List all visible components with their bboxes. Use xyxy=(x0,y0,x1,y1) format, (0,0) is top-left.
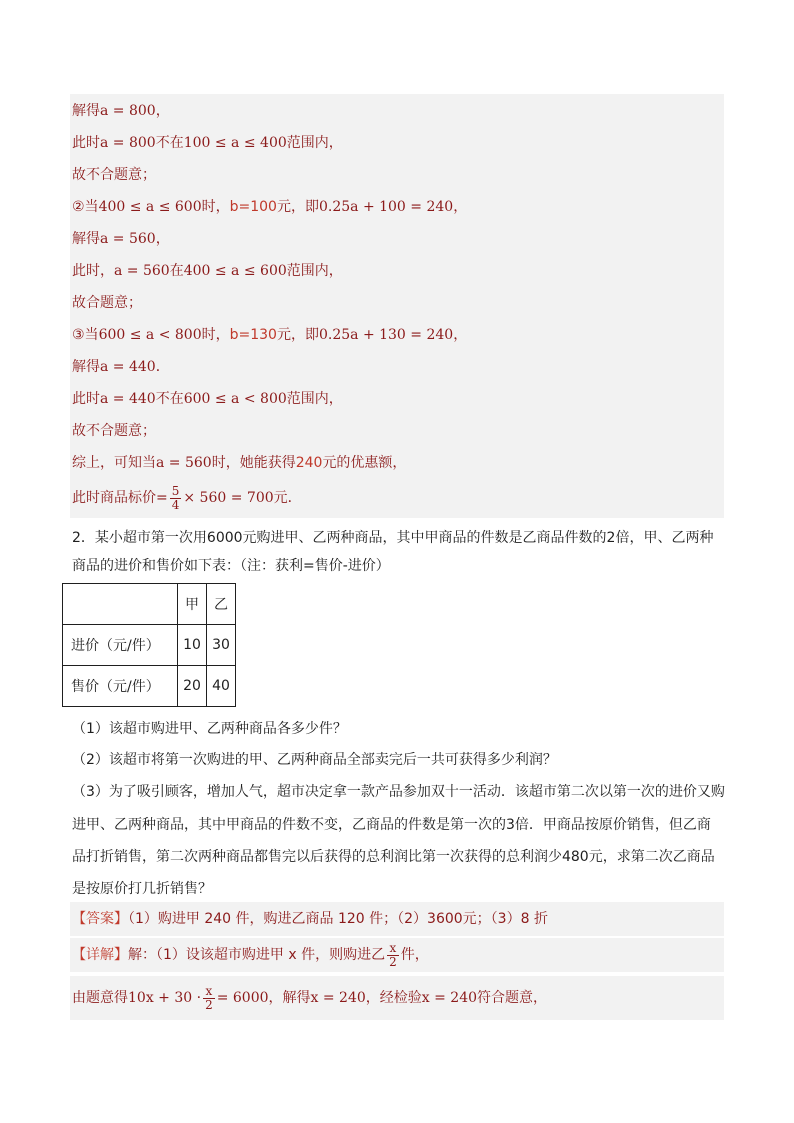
table-cell: 40 xyxy=(207,666,236,707)
solution-line-10: 此时a = 440不在600 ≤ a < 800范围内， xyxy=(72,391,343,407)
price-table xyxy=(62,583,236,707)
solution-line-1: 解得a = 800， xyxy=(72,103,170,119)
subquestion-3-line-2: 进甲、乙两种商品，其中甲商品的件数不变，乙商品的件数是第一次的3倍．甲商品按原价销售，但乙商 xyxy=(72,817,711,833)
subquestion-3-line-4: 是按原价打几折销售？ xyxy=(72,881,212,897)
subquestion-2: （2）该超市将第一次购进的甲、乙两种商品全部卖完后一共可获得多少利润？ xyxy=(72,752,557,768)
subquestion-1: （1）该超市购进甲、乙两种商品各多少件？ xyxy=(72,721,347,737)
answer-tag: 【答案】 xyxy=(72,911,128,927)
table-cell: 10 xyxy=(178,625,207,666)
table-header-row xyxy=(63,584,236,625)
solution-line-5: 解得a = 560， xyxy=(72,231,170,247)
subquestion-3-line-1: （3）为了吸引顾客，增加人气，超市决定拿一款产品参加双十一活动．该超市第二次以第一次的进价又购 xyxy=(72,784,725,800)
question2-line-1: 2．某小超市第一次用6000元购进甲、乙两种商品，其中甲商品的件数是乙商品件数的2倍，甲、乙两种 xyxy=(72,530,714,546)
subquestion-3-line-3: 品打折销售，第二次两种商品都售完以后获得的总利润比第一次获得的总利润少480元，求第二次乙商品 xyxy=(72,849,715,865)
answer-line xyxy=(72,909,548,929)
detail-tag: 【详解】 xyxy=(72,947,128,963)
table-cell: 20 xyxy=(178,666,207,707)
table-row-label: 进价（元/件） xyxy=(63,625,178,666)
solution-line-4: ②当400 ≤ a ≤ 600时，b=100元，即0.25a + 100 = 240， xyxy=(72,199,468,215)
fraction-x-over-2: $\frac{x}{2}$ xyxy=(389,940,397,969)
solution-line-12: 综上，可知当a = 560时，她能获得240元的优惠额， xyxy=(72,455,407,471)
table-header-cell: 甲 xyxy=(178,584,207,625)
answer-text: （1）购进甲 240 件，购进乙商品 120 件；（2）3600元；（3）8 折 xyxy=(128,911,548,927)
solution-line-2: 此时a = 800不在100 ≤ a ≤ 400范围内， xyxy=(72,135,343,151)
fraction-five-fourths: $\frac{5}{4}$ xyxy=(171,483,180,512)
solution-line-6: 此时，a = 560在400 ≤ a ≤ 600范围内， xyxy=(72,263,343,279)
table-row xyxy=(63,625,236,666)
fraction-x-over-2: $\frac{x}{2}$ xyxy=(205,983,213,1012)
detail-line: 【详解】解：（1）设该超市购进甲 x 件，则购进乙 $\frac{x}{2}$ 件， xyxy=(72,940,429,969)
table-header-cell: 乙 xyxy=(207,584,236,625)
solution-line-3: 故不合题意； xyxy=(72,167,156,183)
table-header-cell xyxy=(63,584,178,625)
solution-line-9: 解得a = 440． xyxy=(72,359,170,375)
solution-line-13: 此时商品标价= $\frac{5}{4}$ × 560 = 700元． xyxy=(72,483,302,512)
question2-line-2: 商品的进价和售价如下表：（注：获利=售价-进价） xyxy=(72,558,390,574)
table-cell: 30 xyxy=(207,625,236,666)
equation-line: 由题意得10x + 30 · $\frac{x}{2}$ = 6000，解得x = 240，经检验x = 240符合题意， xyxy=(72,983,548,1012)
table-row-label: 售价（元/件） xyxy=(63,666,178,707)
solution-line-11: 故不合题意； xyxy=(72,423,156,439)
solution-line-8: ③当600 ≤ a < 800时，b=130元，即0.25a + 130 = 240， xyxy=(72,327,468,343)
table-row xyxy=(63,666,236,707)
solution-line-7: 故合题意； xyxy=(72,295,142,311)
